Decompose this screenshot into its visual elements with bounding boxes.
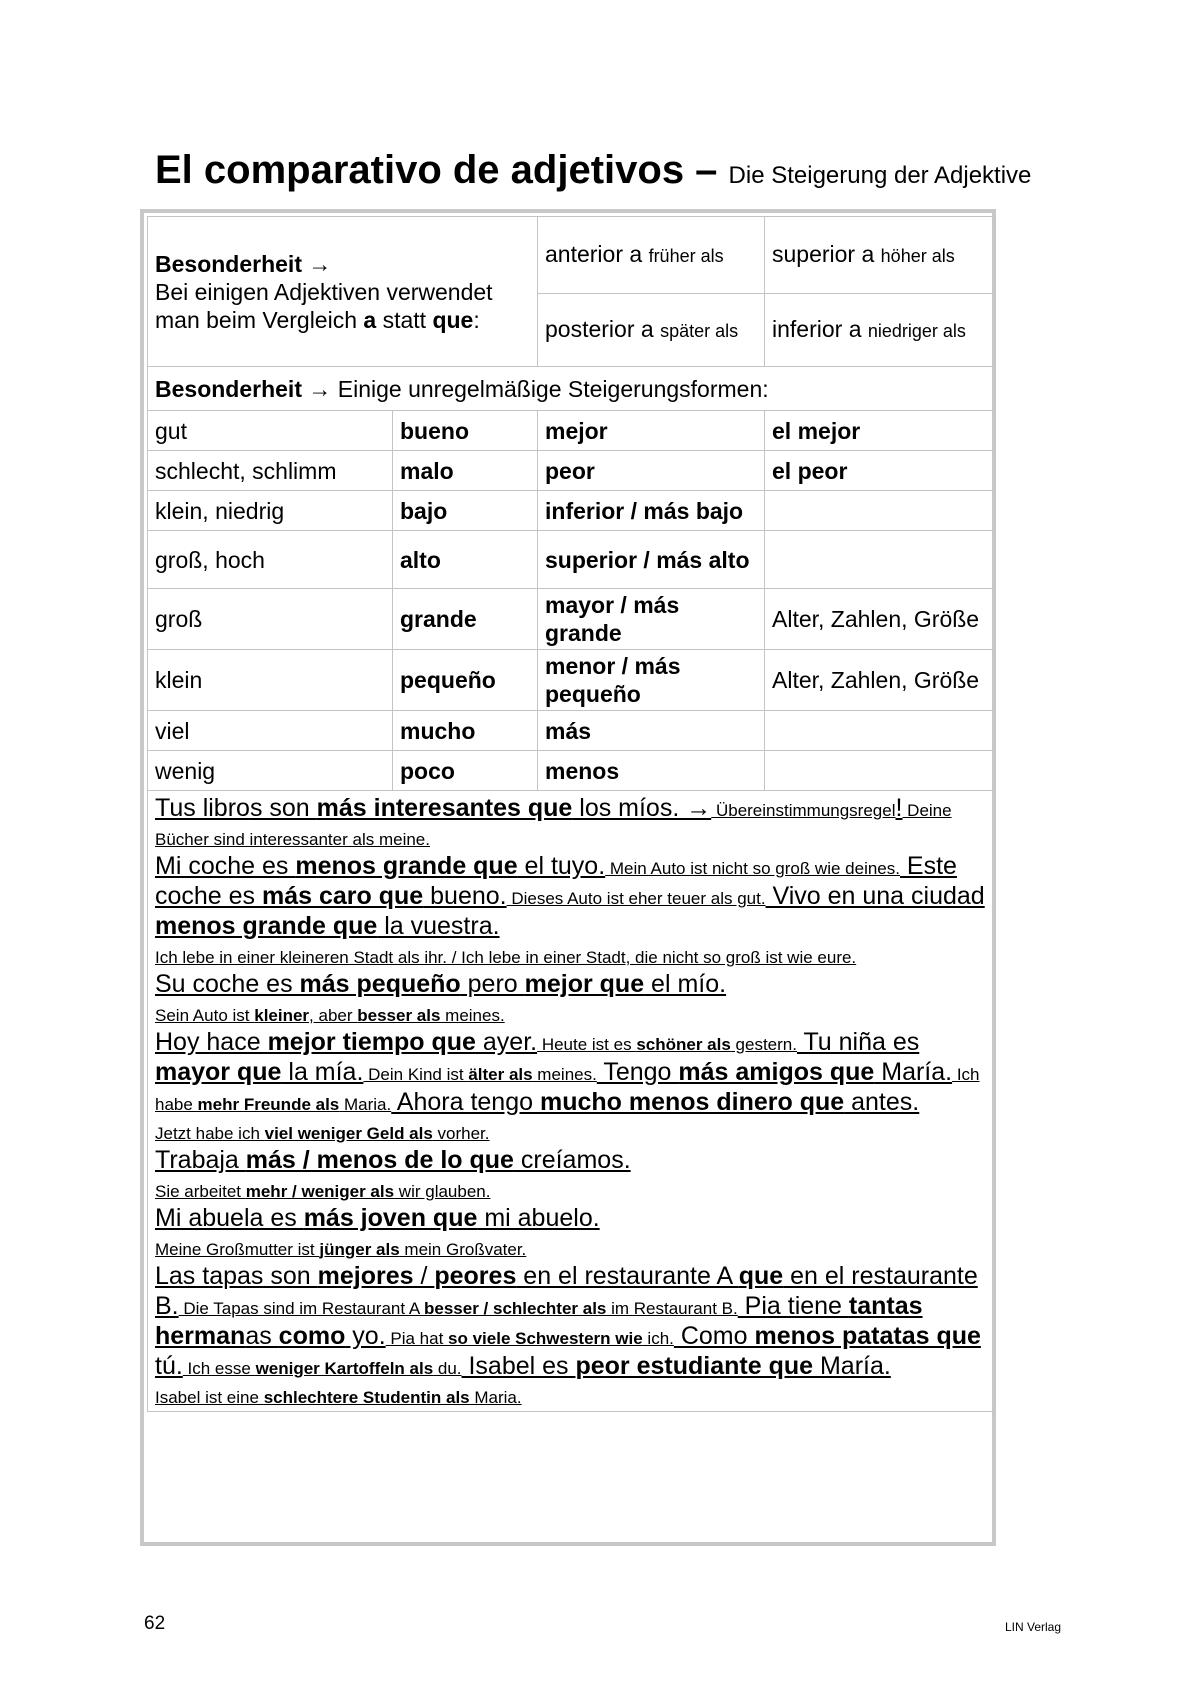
form-note — [765, 531, 996, 589]
form-comparative: menor / más pequeño — [538, 650, 765, 711]
example-spanish-text: Este coche es — [155, 852, 957, 910]
example-spanish-text: tantas herman — [155, 1292, 923, 1350]
example-german-text: Dein Kind ist — [363, 1065, 469, 1084]
example-spanish-text: mejores — [317, 1262, 414, 1290]
title-subtitle: Die Steigerung der Adjektive — [728, 162, 1032, 189]
example-spanish-text: más / menos de lo que — [245, 1146, 514, 1174]
example-spanish-text: mejor que — [524, 970, 645, 998]
example-german-text: Isabel ist eine — [155, 1388, 264, 1407]
example-spanish-text: Isabel es — [461, 1352, 576, 1380]
example-paragraph — [155, 1027, 988, 1117]
example-paragraph — [155, 941, 988, 969]
form-german: schlecht, schlimm — [148, 451, 393, 491]
special-b-heading: Besonderheit — [155, 375, 302, 402]
example-spanish-text: Su coche es — [155, 970, 300, 998]
examples-cell — [148, 791, 996, 1412]
example-spanish-text: mayor que — [155, 1058, 282, 1086]
special-b-heading-cell — [148, 367, 996, 411]
example-german-text: Übereinstimmungsregel — [711, 801, 896, 820]
special-a-cell-posterior: posterior a später als — [538, 294, 765, 367]
example-spanish-text: Vivo en una ciudad — [765, 882, 985, 910]
example-spanish-text: el tuyo. — [517, 852, 606, 880]
example-paragraph — [155, 851, 988, 941]
special-a-text: Bei einigen Adjektiven verwendet man beim Vergleich — [155, 278, 493, 333]
example-spanish-text: Hoy hace — [155, 1028, 268, 1056]
example-german-text: Maria. — [469, 1388, 522, 1407]
example-spanish-text: la vuestra. — [377, 912, 500, 940]
example-spanish-text: más joven que — [303, 1204, 478, 1232]
special-a-rule — [148, 217, 538, 367]
example-german-text: du. — [433, 1359, 462, 1378]
special-a-heading: Besonderheit → — [155, 250, 332, 277]
example-spanish-text: creíamos. — [513, 1146, 631, 1174]
form-note — [765, 711, 996, 751]
form-note — [765, 491, 996, 531]
example-spanish-text: la mía. — [281, 1058, 364, 1086]
example-german-text: , aber — [309, 1006, 358, 1025]
page-title — [155, 148, 1135, 193]
form-row — [148, 751, 996, 791]
example-spanish-text: peores — [434, 1262, 517, 1290]
form-comparative: peor — [538, 451, 765, 491]
example-spanish-text: los míos. → — [572, 794, 712, 822]
example-spanish-text: Las tapas son — [155, 1262, 318, 1290]
example-german-text: meines. — [532, 1065, 597, 1084]
form-comparative: mejor — [538, 411, 765, 451]
form-row — [148, 491, 996, 531]
example-german-text: jünger als — [319, 1240, 400, 1259]
special-a-word-a: a — [363, 306, 377, 333]
example-german-text: gestern. — [730, 1035, 797, 1054]
example-spanish-text: en el restaurante B. — [155, 1262, 978, 1320]
form-german: klein, niedrig — [148, 491, 393, 531]
special-b-row — [148, 367, 996, 411]
example-paragraph — [155, 793, 988, 851]
form-comparative: mayor / más grande — [538, 589, 765, 650]
example-spanish-text: menos grande que — [155, 912, 378, 940]
example-german-text: meines. — [440, 1006, 505, 1025]
form-german: klein — [148, 650, 393, 711]
form-positive: alto — [393, 531, 538, 589]
example-spanish-text: Mi coche es — [155, 852, 296, 880]
example-spanish-text: Como — [673, 1322, 755, 1350]
example-spanish-text: menos patatas que — [754, 1322, 981, 1350]
form-german: viel — [148, 711, 393, 751]
form-positive: mucho — [393, 711, 538, 751]
example-german-text: so viele Schwestern wie — [448, 1329, 643, 1348]
example-spanish-text: ! — [895, 794, 903, 822]
example-paragraph — [155, 1175, 988, 1203]
example-german-text: Pia hat — [385, 1329, 449, 1348]
example-paragraph — [155, 1117, 988, 1145]
form-note — [765, 751, 996, 791]
title-main: El comparativo de adjetivos — [155, 148, 685, 192]
example-spanish-text: en el restaurante A — [516, 1262, 739, 1290]
example-spanish-text: / — [413, 1262, 435, 1290]
example-paragraph — [155, 1233, 988, 1261]
grammar-table-frame — [140, 209, 996, 1546]
example-spanish-text: mi abuelo. — [477, 1204, 600, 1232]
example-spanish-text: más interesantes que — [316, 794, 573, 822]
example-spanish-text: el mío. — [644, 970, 727, 998]
example-german-text: weniger Kartoffeln als — [255, 1359, 434, 1378]
example-paragraph — [155, 969, 988, 999]
example-german-text: Jetzt habe ich — [155, 1124, 265, 1143]
form-positive: bueno — [393, 411, 538, 451]
special-a-cell-inferior: inferior a niedriger als — [765, 294, 996, 367]
example-german-text: Dieses Auto ist eher teuer als gut. — [506, 889, 766, 908]
example-spanish-text: bueno. — [423, 882, 507, 910]
example-spanish-text: as — [245, 1322, 279, 1350]
example-spanish-text: más caro que — [262, 882, 424, 910]
example-spanish-text: pero — [460, 970, 525, 998]
form-german: groß — [148, 589, 393, 650]
form-german: gut — [148, 411, 393, 451]
example-german-text: Ich esse — [182, 1359, 256, 1378]
example-german-text: Ich habe — [155, 1065, 980, 1114]
example-spanish-text: mejor tiempo que — [267, 1028, 476, 1056]
example-spanish-text: Mi abuela es — [155, 1204, 304, 1232]
example-spanish-text: más amigos que — [678, 1058, 875, 1086]
example-spanish-text: yo. — [345, 1322, 386, 1350]
example-spanish-text: Trabaja — [155, 1146, 246, 1174]
example-spanish-text: antes. — [844, 1088, 920, 1116]
example-paragraph — [155, 1261, 988, 1381]
form-row — [148, 711, 996, 751]
example-spanish-text: Tengo — [596, 1058, 679, 1086]
example-german-text: vorher. — [432, 1124, 490, 1143]
form-superlative: el peor — [765, 451, 996, 491]
form-positive: malo — [393, 451, 538, 491]
example-spanish-text: Ahora tengo — [391, 1088, 540, 1116]
example-paragraph — [155, 1203, 988, 1233]
example-spanish-text: María. — [874, 1058, 953, 1086]
publisher-name: LIN Verlag — [1005, 1620, 1062, 1634]
example-german-text: besser / schlechter als — [424, 1299, 607, 1318]
form-positive: grande — [393, 589, 538, 650]
example-spanish-text: María. — [813, 1352, 891, 1380]
form-positive: bajo — [393, 491, 538, 531]
example-paragraph — [155, 999, 988, 1027]
example-spanish-text: Tu niña es — [796, 1028, 920, 1056]
form-comparative: más — [538, 711, 765, 751]
example-german-text: Die Tapas sind im Restaurant A — [178, 1299, 424, 1318]
example-spanish-text: Tus libro — [155, 794, 250, 822]
example-spanish-text: ayer. — [475, 1028, 538, 1056]
example-german-text: wir glauben. — [394, 1182, 491, 1201]
form-row — [148, 650, 996, 711]
example-spanish-text: s son — [249, 794, 317, 822]
form-german: wenig — [148, 751, 393, 791]
form-german: groß, hoch — [148, 531, 393, 589]
special-a-word-que: que — [432, 306, 474, 333]
page-number: 62 — [144, 1613, 166, 1634]
special-a-cell-superior: superior a höher als — [765, 217, 996, 294]
form-positive: pequeño — [393, 650, 538, 711]
special-a-cell-anterior: anterior a früher als — [538, 217, 765, 294]
example-german-text: im Restaurant B. — [606, 1299, 738, 1318]
form-superlative: el mejor — [765, 411, 996, 451]
example-german-text: mehr / weniger als — [245, 1182, 395, 1201]
form-positive: poco — [393, 751, 538, 791]
example-german-text: schöner als — [636, 1035, 731, 1054]
example-spanish-text: Pia tiene — [737, 1292, 849, 1320]
example-german-text: Sein Auto ist — [155, 1006, 255, 1025]
special-a-row-1 — [148, 217, 996, 294]
example-german-text: Heute ist es — [537, 1035, 637, 1054]
example-spanish-text: más pequeño — [299, 970, 461, 998]
form-comparative: superior / más alto — [538, 531, 765, 589]
example-spanish-text: como — [278, 1322, 346, 1350]
example-german-text: Ich lebe in einer kleineren Stadt als ihr. / Ich lebe in einer Stadt, die nicht so groß ist wie eure. — [155, 948, 857, 967]
example-german-text: Deine Bücher sind interessanter als meine. — [155, 801, 952, 849]
example-spanish-text: menos grande que — [295, 852, 518, 880]
example-spanish-text: mucho menos dinero que — [539, 1088, 845, 1116]
special-a-text-b: statt — [376, 306, 433, 333]
examples-row — [148, 791, 996, 1412]
example-german-text: kleiner — [254, 1006, 310, 1025]
example-german-text: mehr Freunde als — [197, 1095, 340, 1114]
form-note: Alter, Zahlen, Größe — [765, 650, 996, 711]
example-spanish-text: peor estudiante que — [575, 1352, 814, 1380]
example-german-text: mein Großvater. — [399, 1240, 527, 1259]
example-german-text: Meine Großmutter ist — [155, 1240, 320, 1259]
example-german-text: Mein Auto ist nicht so groß wie deines. — [605, 859, 900, 878]
example-spanish-text: que — [738, 1262, 784, 1290]
example-paragraph — [155, 1381, 988, 1409]
form-comparative: menos — [538, 751, 765, 791]
form-row — [148, 411, 996, 451]
example-german-text: viel weniger Geld als — [264, 1124, 433, 1143]
example-german-text: besser als — [357, 1006, 441, 1025]
form-row — [148, 589, 996, 650]
title-dash: – — [684, 148, 729, 192]
example-german-text: ich. — [642, 1329, 674, 1348]
form-row — [148, 451, 996, 491]
special-b-text: → Einige unregelmäßige Steigerungsformen: — [301, 375, 769, 402]
special-a-text-c: : — [473, 306, 480, 333]
example-german-text: Sie arbeitet — [155, 1182, 246, 1201]
grammar-table — [147, 216, 996, 1412]
example-german-text: Maria. — [339, 1095, 392, 1114]
example-german-text: schlechtere Studentin als — [263, 1388, 470, 1407]
form-comparative: inferior / más bajo — [538, 491, 765, 531]
form-row — [148, 531, 996, 589]
form-note: Alter, Zahlen, Größe — [765, 589, 996, 650]
example-german-text: älter als — [468, 1065, 533, 1084]
example-spanish-text: tú. — [155, 1352, 183, 1380]
example-paragraph — [155, 1145, 988, 1175]
